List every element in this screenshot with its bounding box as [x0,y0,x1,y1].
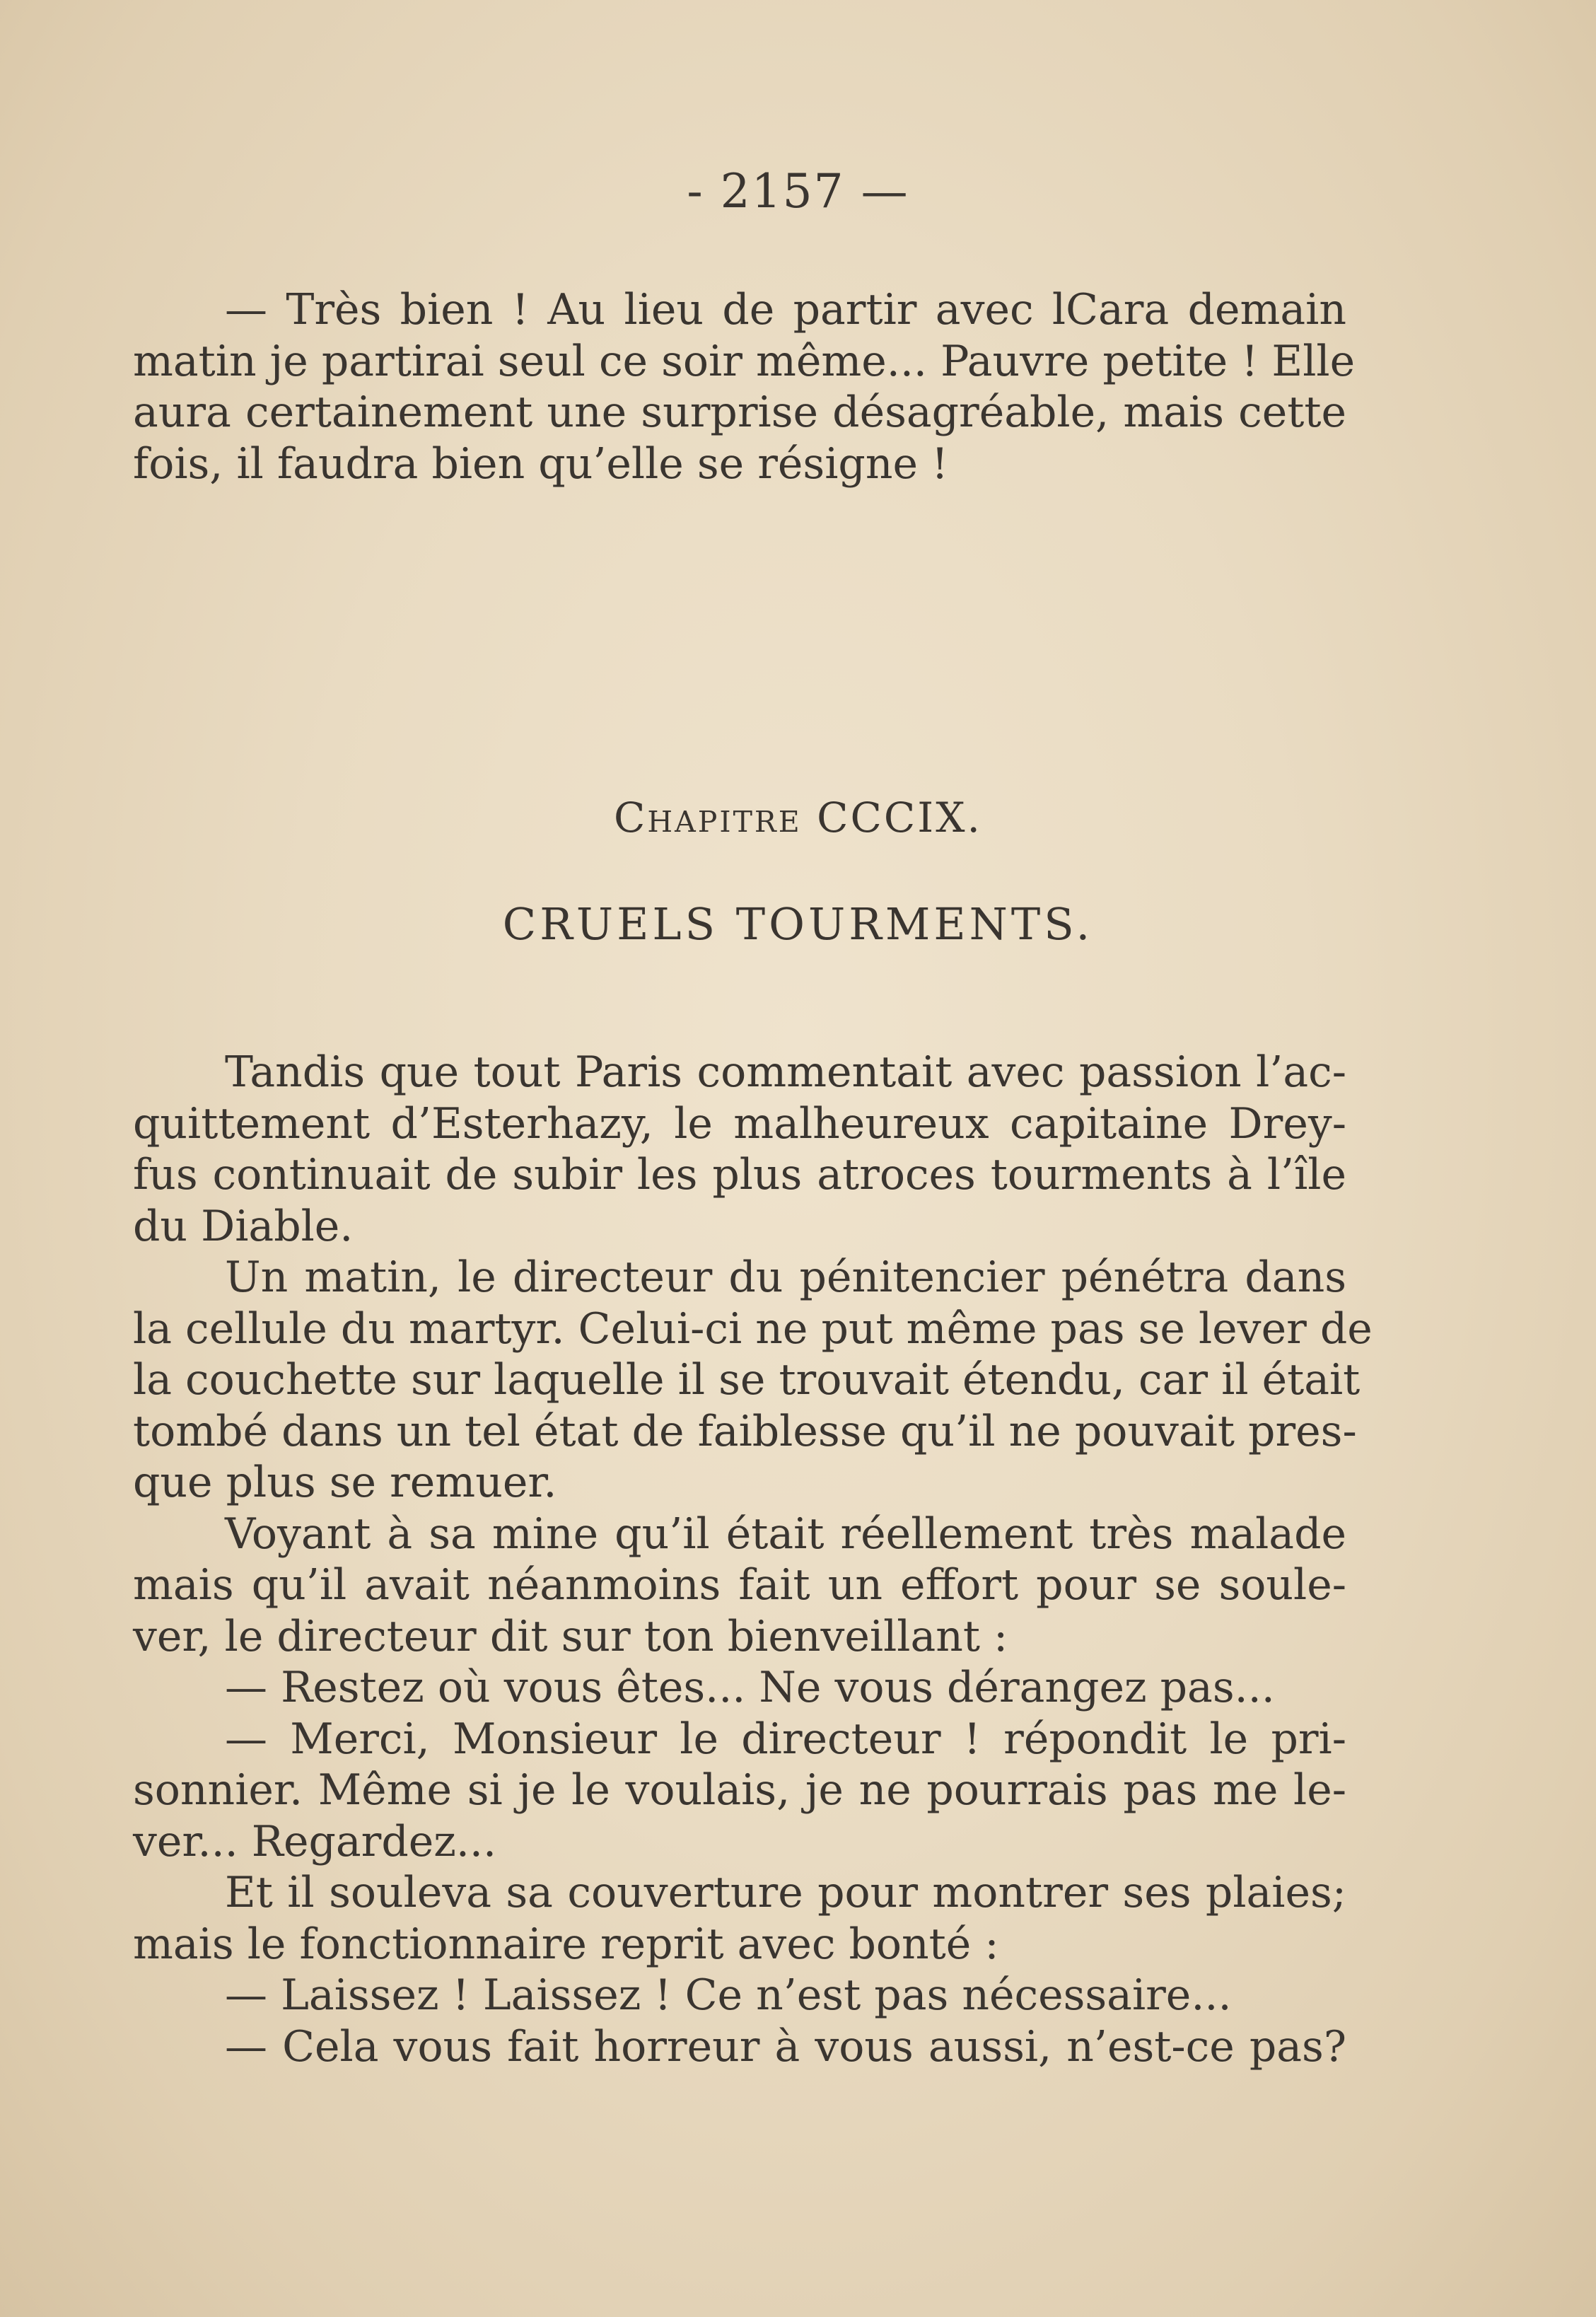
chapter-title: CRUELS TOURMENTS. [502,898,1094,950]
text-line: fus continuait de subir les plus atroces tourments à l’île [133,1150,1346,1200]
text-line: Un matin, le directeur du pénitencier pénétra dans [225,1253,1346,1302]
intro-paragraph [133,284,1356,489]
text-line: mais qu’il avait néanmoins fait un effort pour se soule- [133,1560,1346,1610]
text-line: sonnier. Même si je le voulais, je ne pourrais pas me le- [133,1765,1346,1815]
text-line: Et il souleva sa couverture pour montrer ses plaies; [225,1868,1346,1917]
text-line: fois, il faudra bien qu’elle se résigne ! [133,439,949,489]
text-line: du Diable. [133,1201,354,1251]
text-line: — Cela vous fait horreur à vous aussi, n’est-ce pas? [225,2021,1346,2072]
text-line: mais le fonctionnaire reprit avec bonté : [133,1919,999,1969]
text-line: la cellule du martyr. Celui-ci ne put même pas se lever de [133,1303,1373,1354]
text-line: — Merci, Monsieur le directeur ! répondit le pri- [225,1714,1346,1764]
chapter-label: Chapitre CCCIX. [614,794,982,842]
text-line: — Laissez ! Laissez ! Ce n’est pas nécessaire... [225,1970,1232,2020]
chapter-body [133,1047,1373,2072]
text-line: — Restez où vous êtes... Ne vous dérangez pas... [225,1663,1275,1712]
text-line: ver, le directeur dit sur ton bienveillant : [133,1611,1008,1661]
text-line: Tandis que tout Paris commentait avec passion l’ac- [225,1047,1346,1097]
text-line: Voyant à sa mine qu’il était réellement très malade [225,1509,1346,1559]
text-line: matin je partirai seul ce soir même... Pauvre petite ! Elle [133,336,1356,386]
page-number: - 2157 — [687,164,909,219]
text-line: — Très bien ! Au lieu de partir avec lCara demain [225,285,1346,335]
text-line: la couchette sur laquelle il se trouvait étendu, car il était [133,1355,1361,1405]
text-line: que plus se remuer. [133,1458,557,1507]
text-line: quittement d’Esterhazy, le malheureux capitaine Drey- [133,1098,1346,1149]
text-line: ver... Regardez... [133,1816,497,1866]
text-line: tombé dans un tel état de faiblesse qu’il ne pouvait pres- [133,1406,1357,1456]
text-line: aura certainement une surprise désagréable, mais cette [133,388,1346,437]
